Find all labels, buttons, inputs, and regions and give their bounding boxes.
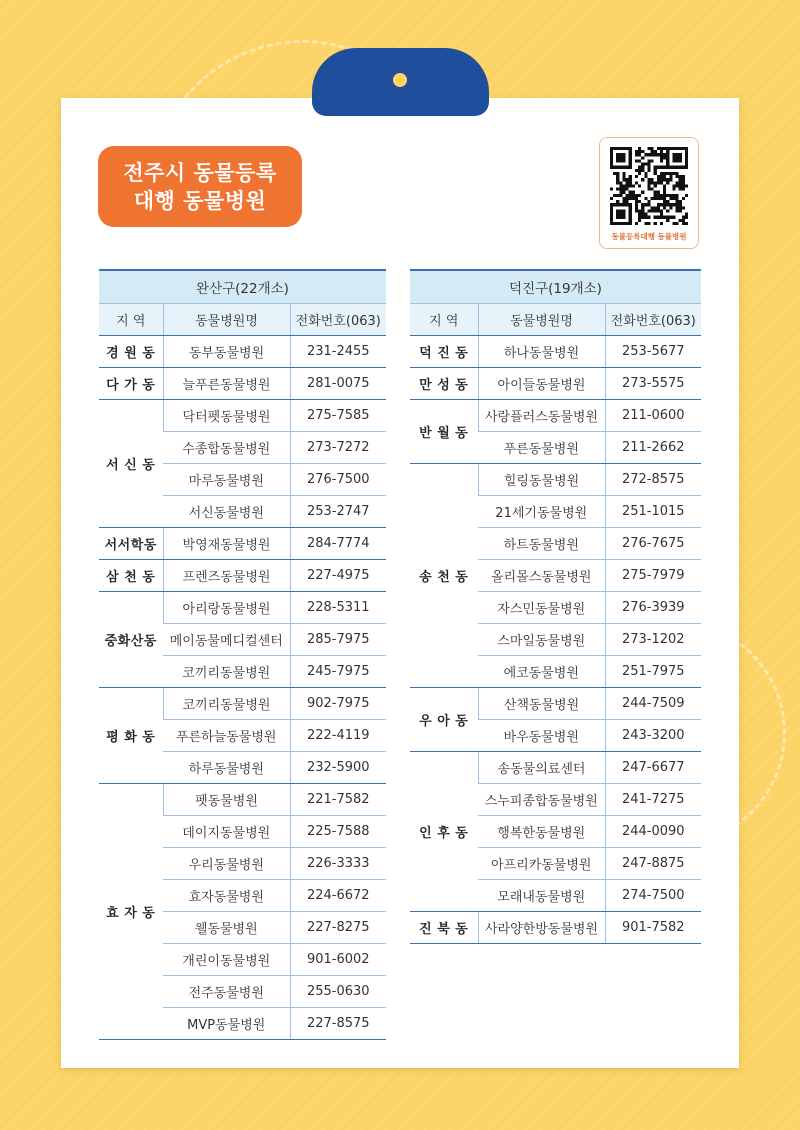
clip-hole [393, 73, 407, 87]
phone-cell: 253-5677 [605, 336, 701, 368]
table-row [99, 688, 386, 720]
area-cell: 중화산동 [99, 592, 163, 688]
hospital-name-cell: 우리동물병원 [163, 848, 290, 880]
phone-cell: 251-7975 [605, 656, 701, 688]
area-cell: 덕 진 동 [410, 336, 478, 368]
phone-cell: 276-7500 [290, 464, 386, 496]
hospital-name-cell: 동부동물병원 [163, 336, 290, 368]
phone-cell: 211-0600 [605, 400, 701, 432]
hospital-name-cell: 자스민동물병원 [478, 592, 605, 624]
area-cell: 효 자 동 [99, 784, 163, 1040]
hospital-name-cell: 펫동물병원 [163, 784, 290, 816]
hospital-name-cell: 에코동물병원 [478, 656, 605, 688]
hospital-name-cell: 바우동물병원 [478, 720, 605, 752]
phone-cell: 276-7675 [605, 528, 701, 560]
area-cell: 진 북 동 [410, 912, 478, 944]
table-row [410, 688, 701, 720]
column-header-phone: 전화번호(063) [605, 304, 701, 336]
phone-cell: 272-8575 [605, 464, 701, 496]
phone-cell: 251-1015 [605, 496, 701, 528]
title-line-2: 대행 동물병원 [133, 188, 267, 213]
hospital-name-cell: 늘푸른동물병원 [163, 368, 290, 400]
hospital-name-cell: 효자동물병원 [163, 880, 290, 912]
hospital-name-cell: 힐링동물병원 [478, 464, 605, 496]
column-header-area: 지 역 [410, 304, 478, 336]
phone-cell: 227-8575 [290, 1008, 386, 1040]
table-row [410, 464, 701, 496]
area-cell: 경 원 동 [99, 336, 163, 368]
table-row [410, 400, 701, 432]
qr-code-box[interactable] [599, 137, 699, 249]
phone-cell: 226-3333 [290, 848, 386, 880]
hospital-name-cell: 행복한동물병원 [478, 816, 605, 848]
area-cell: 만 성 동 [410, 368, 478, 400]
phone-cell: 244-0090 [605, 816, 701, 848]
phone-cell: 281-0075 [290, 368, 386, 400]
clipboard-clip [312, 48, 489, 116]
column-header-area: 지 역 [99, 304, 163, 336]
phone-cell: 232-5900 [290, 752, 386, 784]
table-row [410, 752, 701, 784]
deokjin-hospital-table [410, 269, 701, 944]
phone-cell: 224-6672 [290, 880, 386, 912]
table-row [99, 592, 386, 624]
column-header-hospital: 동물병원명 [163, 304, 290, 336]
phone-cell: 245-7975 [290, 656, 386, 688]
phone-cell: 243-3200 [605, 720, 701, 752]
hospital-name-cell: MVP동물병원 [163, 1008, 290, 1040]
hospital-name-cell: 닥터펫동물병원 [163, 400, 290, 432]
qr-code-icon [610, 147, 688, 225]
phone-cell: 275-7585 [290, 400, 386, 432]
wansan-hospital-table [99, 269, 386, 1040]
phone-cell: 227-8275 [290, 912, 386, 944]
hospital-name-cell: 산책동물병원 [478, 688, 605, 720]
table-row [99, 528, 386, 560]
area-cell: 반 월 동 [410, 400, 478, 464]
phone-cell: 227-4975 [290, 560, 386, 592]
hospital-name-cell: 하나동물병원 [478, 336, 605, 368]
hospital-name-cell: 푸른하늘동물병원 [163, 720, 290, 752]
area-cell: 인 후 동 [410, 752, 478, 912]
hospital-name-cell: 전주동물병원 [163, 976, 290, 1008]
hospital-name-cell: 메이동물메디컬센터 [163, 624, 290, 656]
hospital-name-cell: 웰동물병원 [163, 912, 290, 944]
hospital-name-cell: 송동물의료센터 [478, 752, 605, 784]
hospital-name-cell: 수종합동물병원 [163, 432, 290, 464]
phone-cell: 273-5575 [605, 368, 701, 400]
hospital-name-cell: 데이지동물병원 [163, 816, 290, 848]
phone-cell: 901-7582 [605, 912, 701, 944]
phone-cell: 255-0630 [290, 976, 386, 1008]
phone-cell: 902-7975 [290, 688, 386, 720]
table-row [410, 912, 701, 944]
hospital-name-cell: 아리랑동물병원 [163, 592, 290, 624]
area-cell: 삼 천 동 [99, 560, 163, 592]
phone-cell: 247-6677 [605, 752, 701, 784]
phone-cell: 274-7500 [605, 880, 701, 912]
area-cell: 우 아 동 [410, 688, 478, 752]
area-cell: 평 화 동 [99, 688, 163, 784]
phone-cell: 222-4119 [290, 720, 386, 752]
column-header-phone: 전화번호(063) [290, 304, 386, 336]
hospital-name-cell: 하루동물병원 [163, 752, 290, 784]
phone-cell: 211-2662 [605, 432, 701, 464]
hospital-name-cell: 개린이동물병원 [163, 944, 290, 976]
hospital-name-cell: 스마일동물병원 [478, 624, 605, 656]
table-row [99, 784, 386, 816]
hospital-name-cell: 모래내동물병원 [478, 880, 605, 912]
hospital-name-cell: 서신동물병원 [163, 496, 290, 528]
phone-cell: 284-7774 [290, 528, 386, 560]
hospital-name-cell: 마루동물병원 [163, 464, 290, 496]
phone-cell: 275-7979 [605, 560, 701, 592]
phone-cell: 231-2455 [290, 336, 386, 368]
hospital-name-cell: 사라양한방동물병원 [478, 912, 605, 944]
hospital-name-cell: 코끼리동물병원 [163, 688, 290, 720]
phone-cell: 241-7275 [605, 784, 701, 816]
column-header-hospital: 동물병원명 [478, 304, 605, 336]
table-row [99, 560, 386, 592]
hospital-name-cell: 박영재동물병원 [163, 528, 290, 560]
phone-cell: 901-6002 [290, 944, 386, 976]
phone-cell: 228-5311 [290, 592, 386, 624]
hospital-name-cell: 코끼리동물병원 [163, 656, 290, 688]
hospital-name-cell: 아프리카동물병원 [478, 848, 605, 880]
area-cell: 서서학동 [99, 528, 163, 560]
phone-cell: 273-7272 [290, 432, 386, 464]
area-cell: 송 천 동 [410, 464, 478, 688]
area-cell: 다 가 동 [99, 368, 163, 400]
hospital-name-cell: 21세기동물병원 [478, 496, 605, 528]
table-row [99, 336, 386, 368]
title-line-1: 전주시 동물등록 [123, 160, 277, 185]
hospital-name-cell: 하트동물병원 [478, 528, 605, 560]
area-cell: 서 신 동 [99, 400, 163, 528]
phone-cell: 247-8875 [605, 848, 701, 880]
phone-cell: 285-7975 [290, 624, 386, 656]
table-row [410, 336, 701, 368]
hospital-name-cell: 사랑플러스동물병원 [478, 400, 605, 432]
page-title [98, 146, 302, 227]
region-header: 덕진구(19개소) [410, 270, 701, 304]
phone-cell: 244-7509 [605, 688, 701, 720]
phone-cell: 276-3939 [605, 592, 701, 624]
hospital-name-cell: 아이들동물병원 [478, 368, 605, 400]
region-header: 완산구(22개소) [99, 270, 386, 304]
table-row [99, 368, 386, 400]
phone-cell: 253-2747 [290, 496, 386, 528]
table-row [410, 368, 701, 400]
hospital-name-cell: 올리몰스동물병원 [478, 560, 605, 592]
hospital-name-cell: 프렌즈동물병원 [163, 560, 290, 592]
qr-caption: 동물등록대행 동물병원 [611, 232, 687, 241]
phone-cell: 225-7588 [290, 816, 386, 848]
hospital-name-cell: 스누피종합동물병원 [478, 784, 605, 816]
hospital-name-cell: 푸른동물병원 [478, 432, 605, 464]
phone-cell: 221-7582 [290, 784, 386, 816]
table-row [99, 400, 386, 432]
phone-cell: 273-1202 [605, 624, 701, 656]
